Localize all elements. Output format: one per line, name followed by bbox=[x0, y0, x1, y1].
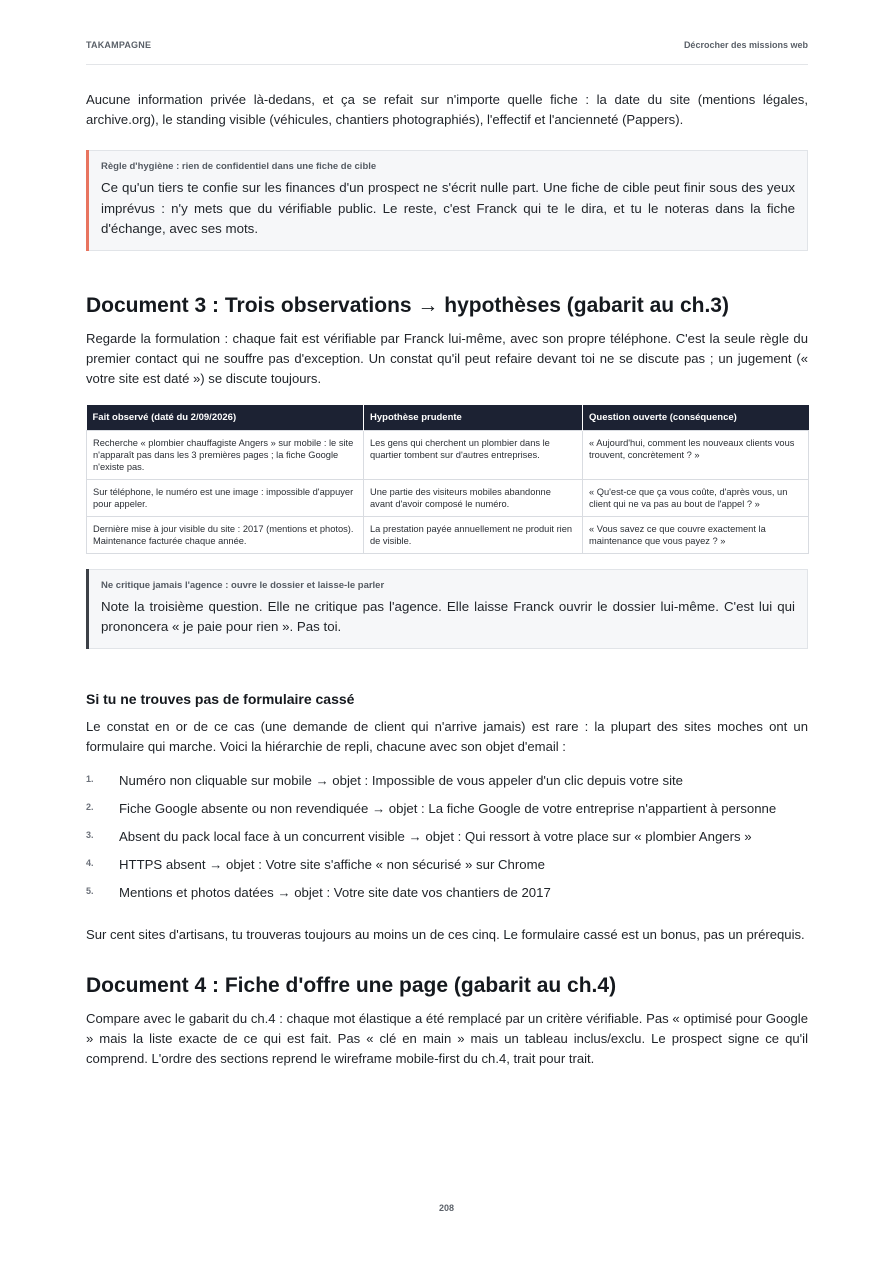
table-cell: Dernière mise à jour visible du site : 2017 (mentions et photos). Maintenance facturée chaque année. bbox=[87, 516, 364, 553]
table-cell: « Aujourd'hui, comment les nouveaux clients vous trouvent, concrètement ? » bbox=[583, 430, 809, 479]
header-chapter-title: Décrocher des missions web bbox=[683, 40, 808, 50]
table-row bbox=[87, 516, 809, 553]
intro-paragraph: Aucune information privée là-dedans, et ça se refait sur n'importe quelle fiche : la date du site (mentions légales, archive.org), le standing visible (véhicules, chantiers photographiés), l'effectif et l'ancienneté (Pappers). bbox=[86, 92, 808, 127]
running-header bbox=[86, 38, 808, 65]
list-item bbox=[86, 799, 808, 819]
fallback-closing: Sur cent sites d'artisans, tu trouveras toujours au moins un de ces cinq. Le formulaire cassé est un bonus, pas un prérequis. bbox=[86, 926, 805, 942]
list-item bbox=[86, 827, 808, 847]
list-item bbox=[86, 883, 808, 903]
list-item bbox=[86, 771, 808, 791]
callout-agence bbox=[86, 569, 808, 649]
callout-title: Ne critique jamais l'agence : ouvre le dossier et laisse-le parler bbox=[101, 579, 385, 591]
header-brand: TAKAMPAGNE bbox=[86, 40, 152, 50]
callout-title: Règle d'hygiène : rien de confidentiel dans une fiche de cible bbox=[101, 161, 377, 172]
observations-table bbox=[86, 405, 809, 554]
fallback-heading: Si tu ne trouves pas de formulaire cassé bbox=[86, 690, 355, 707]
fallback-paragraph: Le constat en or de ce cas (une demande de client qui n'arrive jamais) est rare : la plupart des sites moches ont un formulaire qui marche. Voici la hiérarchie de repli, chacune avec son objet d'email : bbox=[86, 718, 808, 754]
table-row bbox=[87, 479, 809, 516]
list-item-text: Mentions et photos datées → objet : Votre site date vos chantiers de 2017 bbox=[119, 884, 551, 900]
page-content bbox=[86, 90, 808, 1069]
table-header-cell: Question ouverte (conséquence) bbox=[583, 405, 809, 431]
table-cell: Une partie des visiteurs mobiles abandonne avant d'avoir composé le numéro. bbox=[364, 479, 583, 516]
callout-text: Note la troisième question. Elle ne critique pas l'agence. Elle laisse Franck ouvrir le dossier lui-même. C'est lui qui prononcera « je paie pour rien ». Pas toi. bbox=[101, 598, 795, 634]
table-header-cell: Fait observé (daté du 2/09/2026) bbox=[87, 405, 364, 431]
list-item-text: Fiche Google absente ou non revendiquée → objet : La fiche Google de votre entreprise n'appartient à personne bbox=[119, 800, 777, 816]
list-item-number: 1. bbox=[86, 773, 94, 784]
callout-text: Ce qu'un tiers te confie sur les finances d'un prospect ne s'écrit nulle part. Une fiche de cible peut finir sous des yeux imprévus : n'y mets que du vérifiable public. Le reste, c'est Franck qui te le dira, et tu le noteras dans la fiche d'échange, avec ses mots. bbox=[101, 180, 795, 236]
list-item bbox=[86, 855, 808, 875]
table-header-cell: Hypothèse prudente bbox=[364, 405, 583, 431]
table-cell: « Vous savez ce que couvre exactement la maintenance que vous payez ? » bbox=[583, 516, 809, 553]
callout-hygiene bbox=[86, 150, 808, 251]
table-cell: Sur téléphone, le numéro est une image : impossible d'appuyer pour appeler. bbox=[87, 479, 364, 516]
doc3-paragraph: Regarde la formulation : chaque fait est vérifiable par Franck lui-même, avec son propre téléphone. C'est la seule règle du premier contact qui ne souffre pas d'exception. Un constat qu'il peut refaire devant toi ne se discute pas ; un jugement (« votre site est daté ») se discute toujours. bbox=[86, 330, 808, 386]
list-item-number: 3. bbox=[86, 829, 94, 840]
list-item-text: Absent du pack local face à un concurrent visible → objet : Qui ressort à votre place sur « plombier Angers » bbox=[119, 828, 752, 844]
fallback-list bbox=[86, 771, 808, 903]
doc4-paragraph: Compare avec le gabarit du ch.4 : chaque mot élastique a été remplacé par un critère vérifiable. Pas « optimisé pour Google » mais la liste exacte de ce qui est fait. Pas « clé en main » mais un tableau inclus/exclu. Le prospect signe ce qu'il comprend. L'ordre des sections reprend le wireframe mobile-first du ch.4, trait pour trait. bbox=[86, 1010, 808, 1066]
doc3-heading: Document 3 : Trois observations → hypothèses (gabarit au ch.3) bbox=[86, 293, 729, 317]
table-cell: Recherche « plombier chauffagiste Angers » sur mobile : le site n'apparaît pas dans les 3 premières pages ; la fiche Google n'existe pas. bbox=[87, 430, 364, 479]
doc4-heading: Document 4 : Fiche d'offre une page (gabarit au ch.4) bbox=[86, 973, 617, 997]
list-item-number: 2. bbox=[86, 801, 94, 812]
callout-accent-bar bbox=[86, 569, 89, 649]
table-header-row bbox=[87, 405, 809, 431]
list-item-number: 4. bbox=[86, 857, 94, 868]
list-item-text: HTTPS absent → objet : Votre site s'affiche « non sécurisé » sur Chrome bbox=[119, 856, 545, 872]
list-item-number: 5. bbox=[86, 885, 94, 896]
callout-accent-bar bbox=[86, 150, 89, 251]
list-item-text: Numéro non cliquable sur mobile → objet : Impossible de vous appeler d'un clic depuis votre site bbox=[119, 772, 684, 788]
table-cell: Les gens qui cherchent un plombier dans le quartier tombent sur d'autres entreprises. bbox=[364, 430, 583, 479]
table-row bbox=[87, 430, 809, 479]
table-cell: « Qu'est-ce que ça vous coûte, d'après vous, un client qui ne va pas au bout de l'appel ? » bbox=[583, 479, 809, 516]
page-number: 208 bbox=[438, 1203, 455, 1213]
table-cell: La prestation payée annuellement ne produit rien de visible. bbox=[364, 516, 583, 553]
